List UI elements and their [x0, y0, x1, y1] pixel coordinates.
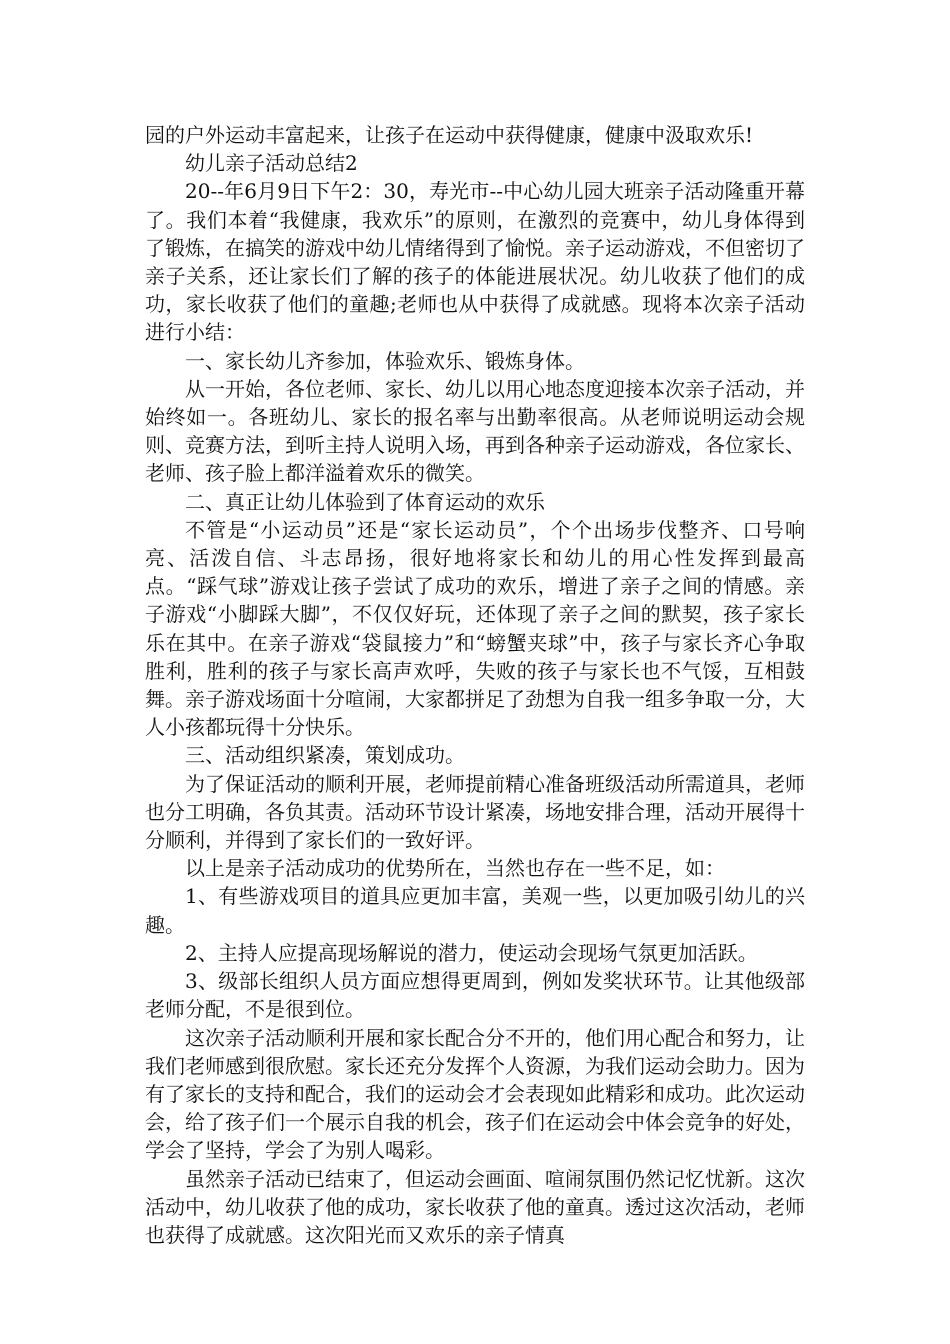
paragraph-continuation: 园的户外运动丰富起来，让孩子在运动中获得健康，健康中汲取欢乐!: [145, 123, 754, 147]
paragraph-three: 为了保证活动的顺利开展，老师提前精心准备班级活动所需道具，老师也分工明确，各负其责。活动环节设计紧凑，场地安排合理，活动开展得十分顺利，并得到了家长们的一致好评。: [145, 771, 805, 853]
list-item-1: 1、有些游戏项目的道具应更加丰富，美观一些，以更加吸引幼儿的兴趣。: [145, 884, 805, 937]
subheading-three: 三、活动组织紧凑，策划成功。: [185, 743, 465, 768]
subheading-two: 二、真正让幼儿体验到了体育运动的欢乐: [185, 489, 545, 514]
paragraph-shortcomings-intro: 以上是亲子活动成功的优势所在，当然也存在一些不足，如：: [185, 856, 725, 881]
paragraph-two: 不管是“小运动员”还是“家长运动员”，个个出场步伐整齐、口号响亮、活泼自信、斗志昂扬，很好地将家长和幼儿的用心性发挥到最高点。“踩气球”游戏让孩子尝试了成功的欢乐，增进了亲子之间的情感。亲子游戏“小脚踩大脚”，不仅仅好玩，还体现了亲子之间的默契，孩子家长乐在其中。在亲子游戏“袋鼠接力”和“螃蟹夹球”中，孩子与家长齐心争取胜利，胜利的孩子与家长高声欢呼，失败的孩子与家长也不气馁，互相鼓舞。亲子游戏场面十分喧闹，大家都拼足了劲想为自我一组多争取一分，大人小孩都玩得十分快乐。: [145, 517, 805, 740]
list-item-2: 2、主持人应提高现场解说的潜力，使运动会现场气氛更加活跃。: [185, 940, 758, 965]
paragraph-one: 从一开始，各位老师、家长、幼儿以用心地态度迎接本次亲子活动，并始终如一。各班幼儿、家长的报名率与出勤率很高。从老师说明运动会规则、竞赛方法，到听主持人说明入场，再到各种亲子运动游戏，各位家长、老师、孩子脸上都洋溢着欢乐的微笑。: [145, 376, 805, 486]
subheading-one: 一、家长幼儿齐参加，体验欢乐、锻炼身体。: [185, 348, 585, 373]
paragraph-thanks: 这次亲子活动顺利开展和家长配合分不开的，他们用心配合和努力，让我们老师感到很欣慰。家长还充分发挥个人资源，为我们运动会助力。因为有了家长的支持和配合，我们的运动会才会表现如此精彩和成功。此次运动会，给了孩子们一个展示自我的机会，孩子们在运动会中体会竞争的好处，学会了坚持，学会了为别人喝彩。: [145, 1025, 805, 1163]
list-item-3: 3、级部长组织人员方面应想得更周到，例如发奖状环节。让其他级部老师分配，不是很到位。: [145, 969, 805, 1022]
document-body: [145, 121, 805, 1249]
paragraph-intro: 20--年6月9日下午2：30，寿光市--中心幼儿园大班亲子活动隆重开幕了。我们本着“我健康，我欢乐”的原则，在激烈的竞赛中，幼儿身体得到了锻炼，在搞笑的游戏中幼儿情绪得到了愉悦。亲子运动游戏，不但密切了亲子关系，还让家长们了解的孩子的体能进展状况。幼儿收获了他们的成功，家长收获了他们的童趣;老师也从中获得了成就感。现将本次亲子活动进行小结：: [145, 179, 805, 345]
section-heading-summary-2: 幼儿亲子活动总结2: [185, 151, 358, 176]
paragraph-closing: 虽然亲子活动已结束了，但运动会画面、喧闹氛围仍然记忆忧新。这次活动中，幼儿收获了他的成功，家长收获了他的童真。透过这次活动，老师也获得了成就感。这次阳光而又欢乐的亲子情真: [145, 1166, 805, 1247]
